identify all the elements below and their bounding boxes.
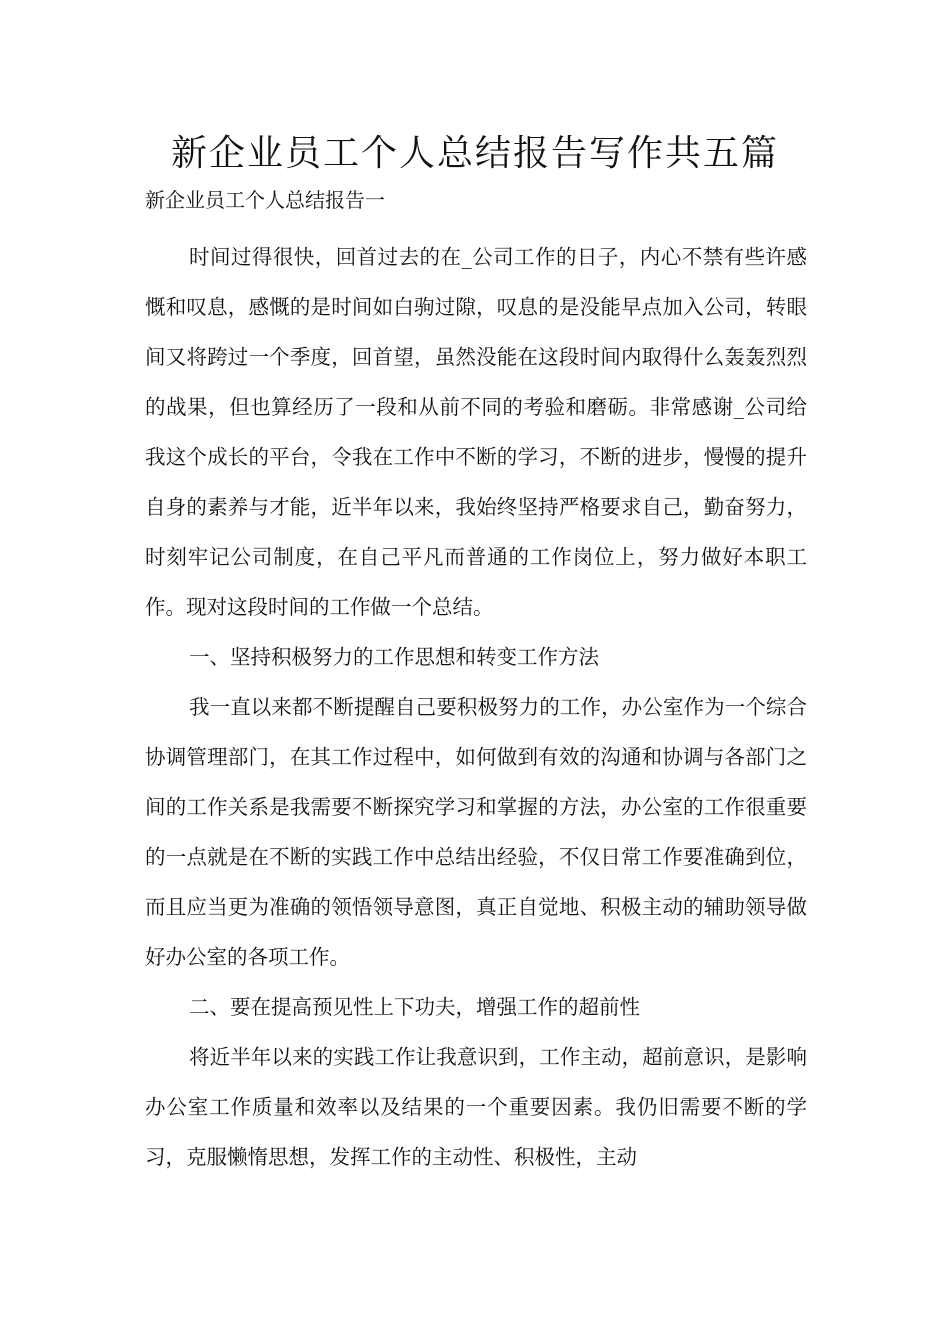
document-title: 新企业员工个人总结报告写作共五篇 (170, 133, 779, 174)
section-heading-1: 一、坚持积极努力的工作思想和转变工作方法 (189, 645, 599, 669)
paragraph-section-2: 将近半年以来的实践工作让我意识到，工作主动，超前意识，是影响办公室工作质量和效率以及结果的一个重要因素。我仍旧需要不断的学习，克服懒惰思想，发挥工作的主动性、积极性，主动 (145, 1045, 807, 1169)
paragraph-intro: 时间过得很快，回首过去的在_公司工作的日子，内心不禁有些许感慨和叹息，感慨的是时间如白驹过隙，叹息的是没能早点加入公司，转眼间又将跨过一个季度，回首望，虽然没能在这段时间内取得什么轰轰烈烈的战果，但也算经历了一段和从前不同的考验和磨砺。非常感谢_公司给我这个成长的平台，令我在工作中不断的学习，不断的进步，慢慢的提升自身的素养与才能，近半年以来，我始终坚持严格要求自己，勤奋努力，时刻牢记公司制度，在自己平凡而普通的工作岗位上，努力做好本职工作。现对这段时间的工作做一个总结。 (145, 245, 807, 619)
section-heading-2: 二、要在提高预见性上下功夫，增强工作的超前性 (189, 995, 640, 1019)
document-body (145, 232, 807, 1182)
section-heading: 新企业员工个人总结报告一 (145, 188, 385, 212)
paragraph-section-1: 我一直以来都不断提醒自己要积极努力的工作，办公室作为一个综合协调管理部门，在其工作过程中，如何做到有效的沟通和协调与各部门之间的工作关系是我需要不断探究学习和掌握的方法，办公室的工作很重要的一点就是在不断的实践工作中总结出经验，不仅日常工作要准确到位，而且应当更为准确的领悟领导意图，真正自觉地、积极主动的辅助领导做好办公室的各项工作。 (145, 695, 807, 969)
